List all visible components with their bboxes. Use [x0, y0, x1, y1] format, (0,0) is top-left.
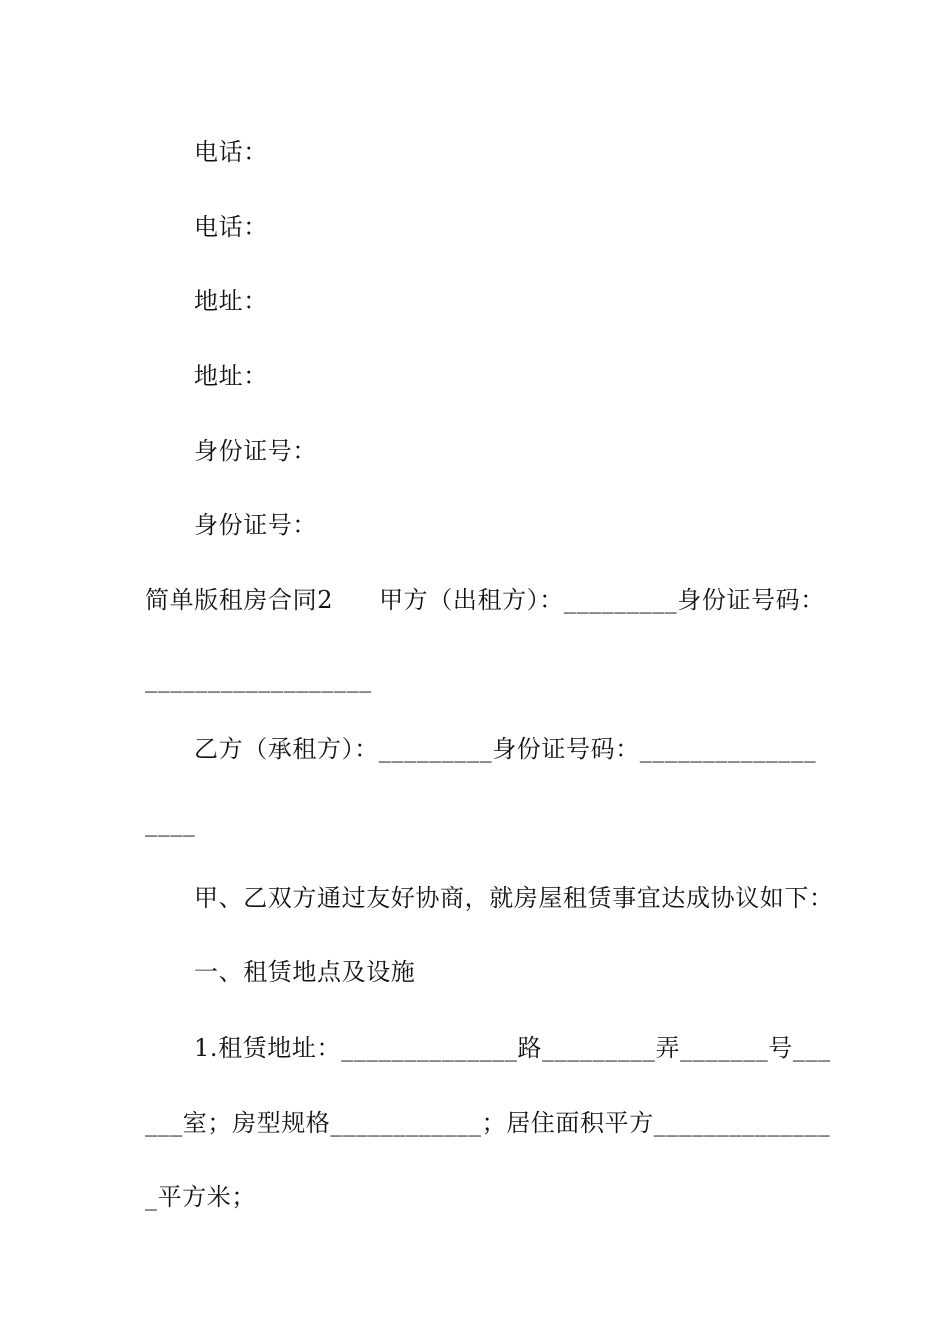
- item-1-line-1: 1.租赁地址：______________路_________弄_______号___: [194, 1034, 831, 1062]
- id-number-label-b: 身份证号：: [194, 511, 317, 539]
- party-b-id-blank-continued: ____: [145, 809, 196, 837]
- item-1-line-3: _平方米；: [145, 1183, 256, 1211]
- section-one-heading: 一、租赁地点及设施: [194, 958, 416, 986]
- agreement-intro: 甲、乙双方通过友好协商，就房屋租赁事宜达成协议如下：: [194, 884, 834, 912]
- contract-title: 简单版租房合同2: [145, 586, 334, 614]
- address-label-a: 地址：: [194, 287, 268, 315]
- party-b-line: 乙方（承租方）：_________身份证号码：______________: [194, 735, 817, 763]
- id-number-label-a: 身份证号：: [194, 437, 317, 465]
- party-a-id-blank: __________________: [145, 665, 372, 693]
- phone-label-a: 电话：: [194, 138, 268, 166]
- address-label-b: 地址：: [194, 362, 268, 390]
- phone-label-b: 电话：: [194, 213, 268, 241]
- item-1-line-2: ___室；房型规格____________；居住面积平方______________: [145, 1109, 831, 1137]
- contract-title-line: [145, 585, 825, 615]
- party-a-line: 甲方（出租方）：_________身份证号码：: [379, 586, 825, 614]
